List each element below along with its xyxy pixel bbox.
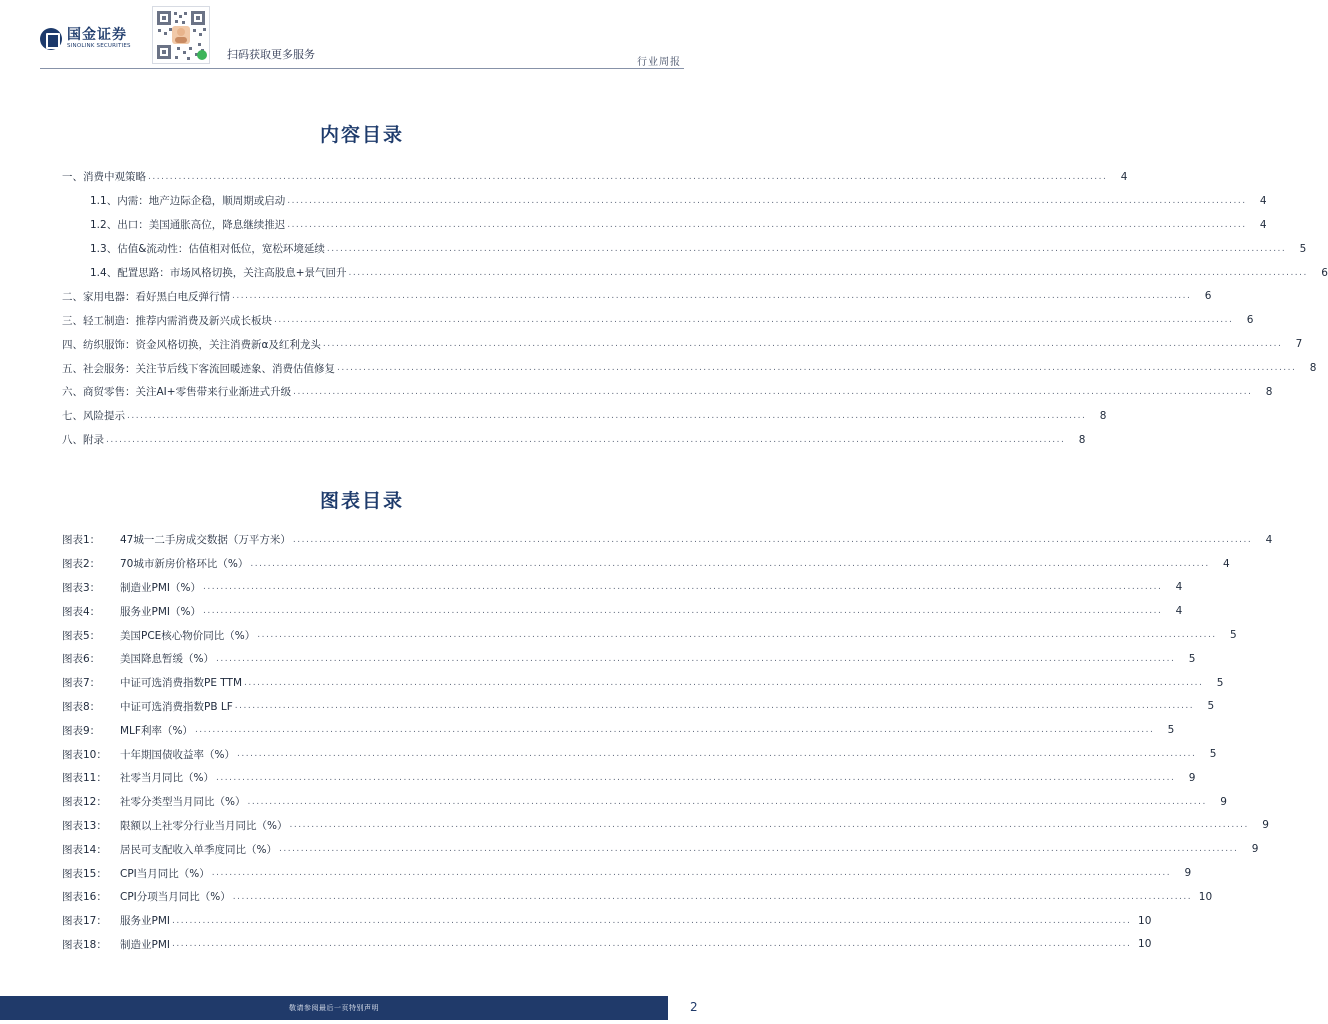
- figure-entry-page: 9: [1188, 771, 1196, 784]
- figure-entry[interactable]: [62, 766, 1196, 790]
- dot-leader: ............................................................................................................................................................................................................................: [244, 677, 1204, 688]
- toc-entry[interactable]: [62, 428, 1086, 452]
- toc-entry[interactable]: [62, 380, 1273, 404]
- figure-entry-label: 制造业PMI: [120, 938, 170, 951]
- toc-entry-label: 1.2、出口：美国通胀高位，降息继续推迟: [90, 219, 286, 232]
- dot-leader: ............................................................................................................................................................................................................................: [322, 339, 1283, 350]
- toc-entry[interactable]: [62, 332, 1303, 356]
- page-number: 2: [690, 1000, 698, 1014]
- figure-entry[interactable]: [62, 695, 1215, 719]
- figure-entry-label: 美国降息暂缓（%）: [120, 653, 214, 666]
- dot-leader: ............................................................................................................................................................................................................................: [106, 434, 1066, 445]
- figure-entry-label: CPI分项当月同比（%）: [120, 891, 231, 904]
- dot-leader: ............................................................................................................................................................................................................................: [202, 606, 1163, 617]
- toc-entry-label: 四、纺织服饰：资金风格切换，关注消费新α及红利龙头: [62, 338, 321, 351]
- toc-title: 内容目录: [319, 124, 404, 146]
- figure-entry-number: 图表14：: [62, 843, 107, 856]
- figure-entry-label: 制造业PMI（%）: [120, 581, 201, 594]
- toc-entry-page: 4: [1120, 170, 1128, 183]
- dot-leader: ............................................................................................................................................................................................................................: [292, 534, 1253, 545]
- figure-entry[interactable]: [62, 528, 1273, 552]
- dot-leader: ............................................................................................................................................................................................................................: [236, 749, 1197, 760]
- toc-entry-label: 三、轻工制造：推荐内需消费及新兴成长板块: [62, 314, 272, 327]
- toc-entry-page: 7: [1295, 338, 1303, 351]
- figure-entry-label: 十年期国债收益率（%）: [120, 748, 235, 761]
- figure-entry[interactable]: [62, 576, 1183, 600]
- figure-entry[interactable]: [62, 837, 1259, 861]
- figure-entry-page: 5: [1167, 724, 1175, 737]
- brand-logo: [40, 28, 131, 50]
- figure-entry[interactable]: [62, 814, 1269, 838]
- figure-entry[interactable]: [62, 790, 1227, 814]
- dot-leader: ............................................................................................................................................................................................................................: [172, 939, 1132, 950]
- toc-entry-label: 1.3、估值&流动性：估值相对低位，宽松环境延续: [90, 243, 325, 256]
- figure-entry-number: 图表7：: [62, 677, 101, 690]
- toc-entry-label: 八、附录: [62, 434, 104, 447]
- toc-entry-label: 五、社会服务：关注节后线下客流回暖迹象、消费估值修复: [62, 362, 335, 375]
- dot-leader: ............................................................................................................................................................................................................................: [127, 410, 1087, 421]
- figure-entry[interactable]: [62, 671, 1224, 695]
- figure-entry-label: 限额以上社零分行业当月同比（%）: [120, 819, 288, 832]
- figure-entry[interactable]: [62, 623, 1237, 647]
- figure-entry-number: 图表5：: [62, 629, 101, 642]
- figure-entry[interactable]: [62, 552, 1230, 576]
- figure-entry-label: 服务业PMI: [120, 915, 170, 928]
- figure-entry-page: 9: [1251, 843, 1259, 856]
- brand-logo-icon: [40, 28, 62, 50]
- figure-entry-label: 社零分类型当月同比（%）: [120, 796, 246, 809]
- dot-leader: ............................................................................................................................................................................................................................: [232, 291, 1192, 302]
- figure-entry[interactable]: [62, 599, 1183, 623]
- header-divider: [40, 68, 684, 69]
- dot-leader: ............................................................................................................................................................................................................................: [211, 868, 1172, 879]
- dot-leader: ............................................................................................................................................................................................................................: [215, 772, 1176, 783]
- figure-entry[interactable]: [62, 861, 1192, 885]
- brand-name-en: SINOLINK SECURITIES: [67, 43, 131, 50]
- figure-entry-page: 5: [1209, 748, 1217, 761]
- toc-entry[interactable]: [62, 356, 1317, 380]
- toc-entry-page: 8: [1078, 433, 1086, 446]
- figure-entry-label: 社零当月同比（%）: [120, 772, 214, 785]
- footer-disclaimer: 敬请参阅最后一页特别声明: [289, 1004, 379, 1012]
- list-of-figures: [62, 528, 1273, 956]
- figure-entry-number: 图表18：: [62, 938, 107, 951]
- figure-entry[interactable]: [62, 885, 1213, 909]
- dot-leader: ............................................................................................................................................................................................................................: [257, 630, 1217, 641]
- figure-entry-label: 美国PCE核心物价同比（%）: [120, 629, 256, 642]
- dot-leader: ............................................................................................................................................................................................................................: [293, 386, 1253, 397]
- figure-entry-label: 服务业PMI（%）: [120, 605, 201, 618]
- figure-entry-page: 9: [1220, 795, 1227, 808]
- dot-leader: ............................................................................................................................................................................................................................: [232, 891, 1193, 902]
- toc-entry-page: 6: [1321, 266, 1328, 279]
- toc-entry-label: 一、消费中观策略: [62, 171, 146, 184]
- qr-code-icon: [152, 6, 210, 64]
- dot-leader: ............................................................................................................................................................................................................................: [337, 363, 1297, 374]
- figure-entry-label: 47城一二手房成交数据（万平方米）: [120, 534, 291, 547]
- brand-name-cn: 国金证券: [67, 27, 127, 44]
- figure-entry-page: 5: [1207, 700, 1215, 713]
- toc-entry[interactable]: [62, 284, 1212, 308]
- figure-entry[interactable]: [62, 909, 1152, 933]
- toc-entry-label: 1.4、配置思路：市场风格切换，关注高股息+景气回升: [90, 267, 347, 279]
- figure-entry-page: 9: [1262, 819, 1269, 832]
- toc-entry-page: 6: [1204, 290, 1212, 303]
- toc-entry[interactable]: [62, 308, 1254, 332]
- dot-leader: ............................................................................................................................................................................................................................: [194, 725, 1155, 736]
- toc-entry-page: 8: [1265, 385, 1273, 398]
- figure-entry[interactable]: [62, 718, 1175, 742]
- figure-entry-number: 图表17：: [62, 915, 107, 928]
- figure-entry-page: 4: [1223, 557, 1230, 570]
- figure-entry[interactable]: [62, 933, 1152, 957]
- figure-entry-label: MLF利率（%）: [120, 724, 193, 737]
- figure-entry-label: 中证可选消费指数PB LF: [120, 700, 233, 713]
- figure-entry-page: 9: [1184, 867, 1192, 880]
- toc-entry[interactable]: [62, 213, 1267, 237]
- toc-entry-label: 七、风险提示: [62, 410, 125, 423]
- figure-entry-label: 中证可选消费指数PE TTM: [120, 677, 243, 690]
- toc-entry[interactable]: [62, 404, 1107, 428]
- dot-leader: ............................................................................................................................................................................................................................: [287, 219, 1247, 230]
- figure-entry-number: 图表9：: [62, 724, 101, 737]
- dot-leader: ............................................................................................................................................................................................................................: [202, 582, 1163, 593]
- toc-entry-page: 5: [1299, 242, 1307, 255]
- figure-entry-number: 图表15：: [62, 867, 107, 880]
- figure-entry-page: 5: [1216, 676, 1224, 689]
- figure-entry-number: 图表1：: [62, 534, 101, 547]
- figure-entry-page: 5: [1229, 629, 1237, 642]
- figure-entry-page: 10: [1138, 914, 1152, 927]
- figure-entry-label: 70城市新房价格环比（%）: [120, 558, 249, 571]
- toc-entry-page: 8: [1309, 362, 1317, 375]
- dot-leader: ............................................................................................................................................................................................................................: [287, 195, 1247, 206]
- dot-leader: ............................................................................................................................................................................................................................: [289, 820, 1249, 831]
- report-type-label: 行业周报: [637, 57, 681, 68]
- toc-entry-page: 6: [1246, 314, 1254, 327]
- figure-entry-number: 图表11：: [62, 772, 107, 785]
- dot-leader: ............................................................................................................................................................................................................................: [148, 171, 1108, 182]
- page-header: [0, 0, 724, 70]
- figure-entry-number: 图表12：: [62, 796, 107, 809]
- figure-entry-number: 图表4：: [62, 605, 101, 618]
- dot-leader: ............................................................................................................................................................................................................................: [250, 558, 1210, 569]
- figure-entry-label: 居民可支配收入单季度同比（%）: [120, 843, 277, 856]
- figure-entry-number: 图表10：: [62, 748, 107, 761]
- figure-entry-number: 图表8：: [62, 700, 101, 713]
- toc-entry[interactable]: [62, 165, 1128, 189]
- figure-list-title: 图表目录: [319, 490, 404, 512]
- qr-caption: 扫码获取更多服务: [227, 48, 315, 61]
- figure-entry[interactable]: [62, 742, 1217, 766]
- figure-entry-page: 4: [1175, 605, 1183, 618]
- dot-leader: ............................................................................................................................................................................................................................: [274, 315, 1234, 326]
- toc-entry-label: 1.1、内需：地产边际企稳，顺周期或启动: [90, 195, 286, 208]
- figure-entry[interactable]: [62, 647, 1196, 671]
- figure-entry-page: 10: [1198, 890, 1213, 903]
- dot-leader: ............................................................................................................................................................................................................................: [215, 653, 1176, 664]
- figure-entry-number: 图表13：: [62, 819, 107, 832]
- dot-leader: ............................................................................................................................................................................................................................: [348, 267, 1308, 278]
- toc-entry-label: 二、家用电器：看好黑白电反弹行情: [62, 290, 230, 303]
- toc-entry-page: 8: [1099, 409, 1107, 422]
- figure-entry-page: 5: [1188, 652, 1196, 665]
- dot-leader: ............................................................................................................................................................................................................................: [278, 844, 1239, 855]
- toc-entry[interactable]: [62, 261, 1328, 285]
- dot-leader: ............................................................................................................................................................................................................................: [172, 915, 1132, 926]
- figure-entry-number: 图表6：: [62, 653, 101, 666]
- figure-entry-page: 4: [1265, 533, 1273, 546]
- figure-entry-page: 4: [1175, 581, 1183, 594]
- dot-leader: ............................................................................................................................................................................................................................: [326, 243, 1287, 254]
- toc-entry-page: 4: [1259, 194, 1267, 207]
- figure-entry-number: 图表16：: [62, 891, 107, 904]
- toc-entry[interactable]: [62, 189, 1267, 213]
- figure-entry-page: 10: [1138, 938, 1152, 951]
- figure-entry-label: CPI当月同比（%）: [120, 867, 210, 880]
- figure-entry-number: 图表3：: [62, 581, 101, 594]
- table-of-contents: [62, 165, 1328, 452]
- figure-entry-number: 图表2：: [62, 558, 101, 571]
- toc-entry-page: 4: [1259, 218, 1267, 231]
- toc-entry-label: 六、商贸零售：关注AI+零售带来行业渐进式升级: [62, 386, 292, 399]
- toc-entry[interactable]: [62, 237, 1307, 261]
- dot-leader: ............................................................................................................................................................................................................................: [234, 701, 1195, 712]
- dot-leader: ............................................................................................................................................................................................................................: [247, 796, 1207, 807]
